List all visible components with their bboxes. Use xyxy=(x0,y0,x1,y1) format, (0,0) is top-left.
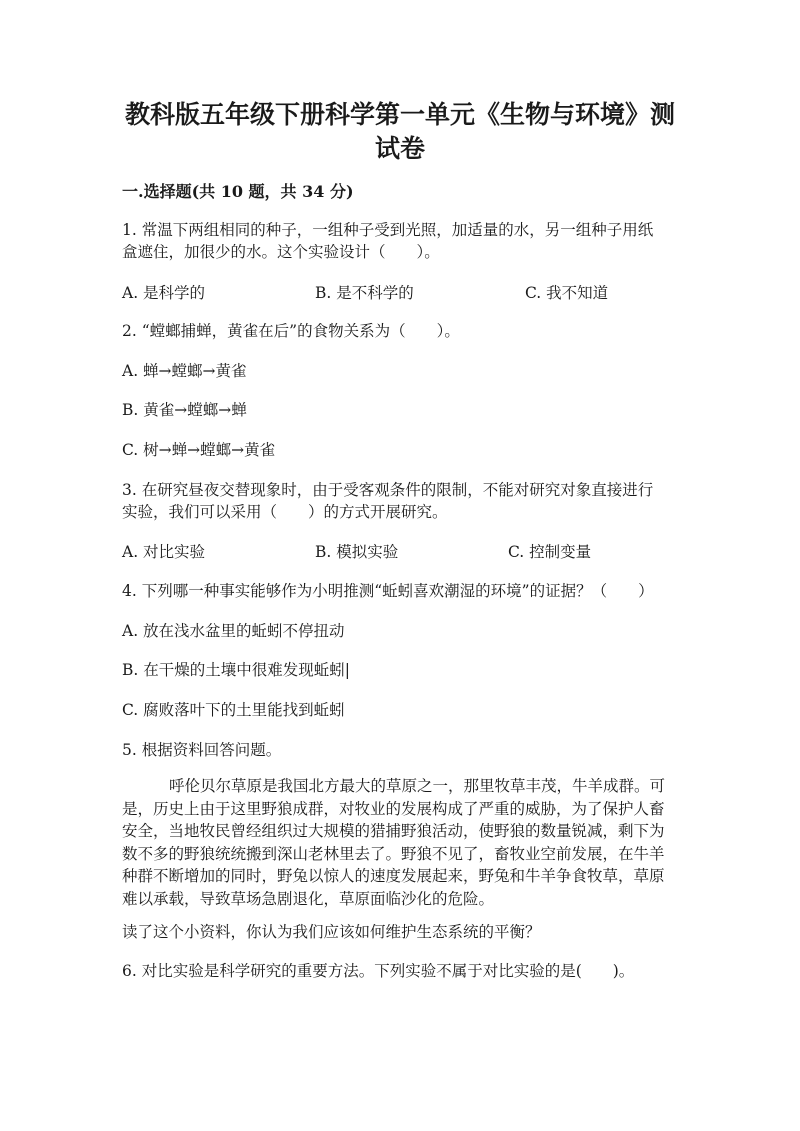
exam-title-line-2: 试卷 xyxy=(374,134,425,163)
q1-option-a: A. 是科学的 xyxy=(122,284,206,302)
q5-question: 读了这个小资料，你认为我们应该如何维护生态系统的平衡？ xyxy=(122,923,541,941)
q3-stem-line-2: 实验，我们可以采用（ ）的方式开展研究。 xyxy=(122,503,448,521)
q1-option-c: C. 我不知道 xyxy=(525,284,609,302)
q1-stem-line-2: 盒遮住，加很少的水。这个实验设计（ ）。 xyxy=(122,243,440,261)
q6-stem: 6. 对比实验是科学研究的重要方法。下列实验不属于对比实验的是( )。 xyxy=(122,962,635,980)
section-header: 一.选择题(共 10 题，共 34 分) xyxy=(122,182,354,201)
q4-option-c: C. 腐败落叶下的土里能找到蚯蚓 xyxy=(122,701,345,719)
q5-passage: 呼伦贝尔草原是我国北方最大的草原之一，那里牧草丰茂，牛羊成群。可是，历史上由于这里野狼成群，对牧业的发展构成了严重的威胁，为了保护人畜安全，当地牧民曾经组织过大规模的猎捕野狼活动，使野狼的数量锐减，剩下为数不多的野狼统统搬到深山老林里去了。野狼不见了，畜牧业空前发展，在牛羊种群不断增加的同时，野兔以惊人的速度发展起来，野兔和牛羊争食牧草，草原难以承载，导致草场急剧退化，草原面临沙化的危险。 xyxy=(122,777,666,908)
q3-stem-line-1: 3. 在研究昼夜交替现象时，由于受客观条件的限制，不能对研究对象直接进行 xyxy=(122,481,654,499)
q3-option-c: C. 控制变量 xyxy=(508,543,592,561)
q4-option-b: B. 在干燥的土壤中很难发现蚯蚓| xyxy=(122,661,350,679)
q4-stem: 4. 下列哪一种事实能够作为小明推测“蚯蚓喜欢潮湿的环境”的证据？（ ） xyxy=(122,582,654,600)
q4-option-a: A. 放在浅水盆里的蚯蚓不停扭动 xyxy=(122,622,345,640)
q1-stem-line-1: 1. 常温下两组相同的种子，一组种子受到光照，加适量的水，另一组种子用纸 xyxy=(122,221,654,239)
q3-option-b: B. 模拟实验 xyxy=(315,543,399,561)
q1-option-b: B. 是不科学的 xyxy=(315,284,414,302)
q2-option-c: C. 树→蝉→螳螂→黄雀 xyxy=(122,441,276,459)
exam-title-line-1: 教科版五年级下册科学第一单元《生物与环境》测 xyxy=(124,100,675,129)
q2-option-a: A. 蝉→螳螂→黄雀 xyxy=(122,362,247,380)
q5-stem: 5. 根据资料回答问题。 xyxy=(122,741,282,759)
q2-stem: 2. “螳螂捕蝉，黄雀在后”的食物关系为（ ）。 xyxy=(122,322,460,340)
q3-option-a: A. 对比实验 xyxy=(122,543,206,561)
q2-option-b: B. 黄雀→螳螂→蝉 xyxy=(122,401,247,419)
